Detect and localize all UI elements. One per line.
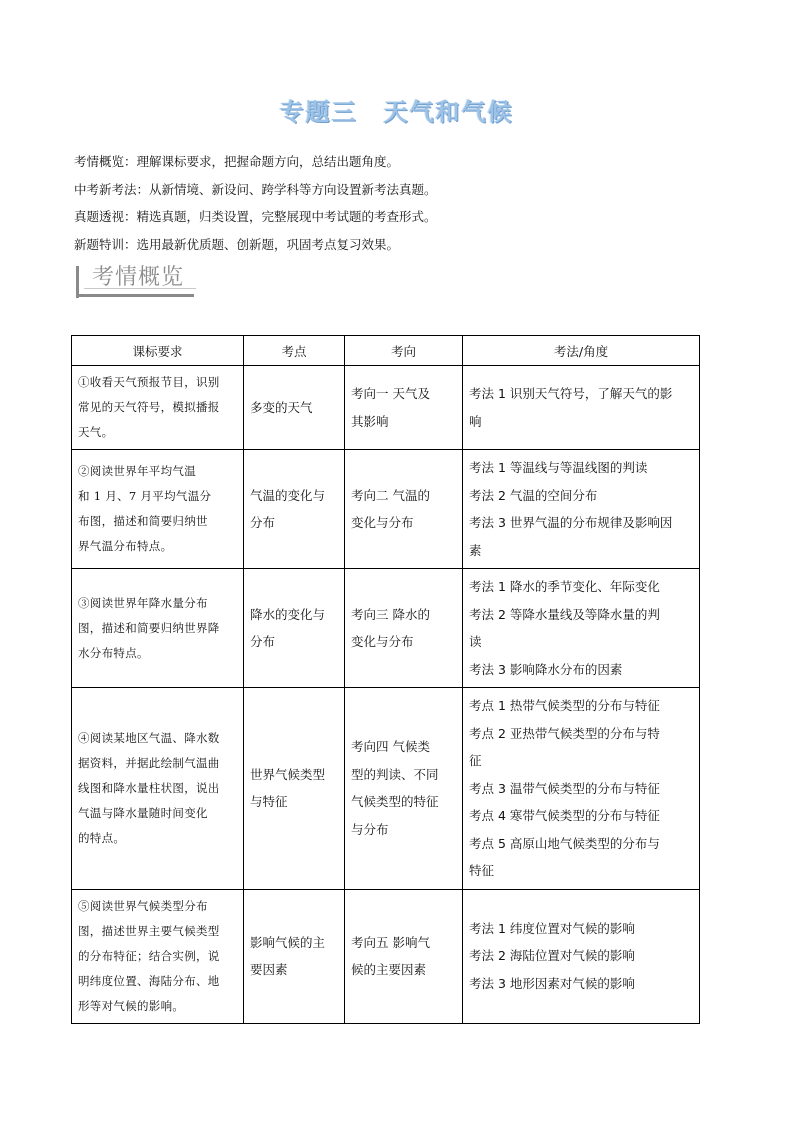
cell-text-line: 形等对气候的影响。 [78, 998, 185, 1013]
cell-text-line: 变化与分布 [351, 634, 414, 649]
cell-text-line: 气温的变化与 [250, 487, 326, 503]
cell-text-line: 分布 [250, 515, 276, 530]
cell-text-line: 图，描述和简要归纳世界降 [78, 620, 220, 635]
cell-text-line: 考法 3 影响降水分布的因素 [469, 661, 623, 677]
exam-method-cell [463, 688, 700, 890]
cell-text-line: ①收看天气预报节目，识别 [78, 375, 220, 389]
column-header: 课标要求 [72, 336, 244, 366]
heading-decoration [76, 294, 194, 297]
cell-text-line: 的特点。 [78, 830, 126, 845]
table-header-row [72, 336, 700, 366]
cell-text-line: 降水的变化与 [250, 606, 326, 622]
cell-text-line: 据资料，并据此绘制气温曲 [78, 755, 220, 770]
table-row [72, 450, 700, 569]
table-row [72, 366, 700, 450]
cell-text-line: 要因素 [250, 962, 288, 977]
section-heading [76, 258, 200, 300]
requirement-cell [72, 366, 244, 450]
column-header: 考点 [244, 336, 345, 366]
cell-text-line: ②阅读世界年平均气温 [78, 464, 196, 478]
cell-text-line: ③阅读世界年降水量分布 [78, 595, 208, 610]
cell-text-line: 考法 2 海陆位置对气候的影响 [469, 948, 635, 964]
exam-method-cell [463, 889, 700, 1023]
intro-line: 新题特训：选用最新优质题、创新题，巩固考点复习效果。 [74, 236, 400, 252]
cell-text-line: 考向三 降水的 [351, 606, 430, 622]
exam-direction-cell [345, 889, 463, 1023]
curriculum-table [71, 335, 700, 1024]
exam-point-cell [244, 688, 345, 890]
cell-text-line: ④阅读某地区气温、降水数 [78, 730, 220, 745]
cell-text-line: 素 [469, 542, 482, 558]
intro-block [74, 148, 437, 258]
cell-text-line: 天气。 [78, 425, 114, 439]
cell-text-line: 考向四 气候类 [351, 739, 430, 755]
cell-text-line: 考向二 气温的 [351, 487, 430, 503]
exam-point-cell [244, 366, 345, 450]
cell-text-line: 特征 [469, 863, 495, 878]
exam-method-cell [463, 450, 700, 569]
requirement-cell [72, 569, 244, 688]
cell-text-line: 世界气候类型 [250, 766, 326, 782]
cell-text-line: 的分布特征；结合实例，说 [78, 948, 220, 963]
cell-text-line: 考法 3 世界气温的分布规律及影响因 [469, 515, 673, 530]
column-header: 考法/角度 [463, 336, 700, 366]
cell-text-line: 读 [469, 634, 482, 649]
cell-text-line: 考法 1 纬度位置对气候的影响 [469, 920, 635, 936]
cell-text-line: 型的判读、不同 [351, 766, 439, 782]
cell-text-line: 考点 3 温带气候类型的分布与特征 [469, 780, 660, 796]
cell-text-line: 水分布特点。 [78, 645, 149, 660]
requirement-cell [72, 688, 244, 890]
cell-text-line: 气候类型的特征 [351, 794, 439, 810]
cell-text-line: 征 [469, 753, 482, 768]
exam-point-cell [244, 450, 345, 569]
exam-point-cell [244, 889, 345, 1023]
cell-text-line: 图，描述世界主要气候类型 [78, 923, 220, 938]
cell-text-line: 响 [469, 413, 482, 429]
cell-text-line: 考法 1 等温线与等温线图的判读 [469, 460, 648, 475]
cell-text-line: 变化与分布 [351, 515, 414, 530]
cell-text-line: 布图，描述和简要归纳世 [78, 514, 208, 528]
table-row [72, 688, 700, 890]
table-row [72, 889, 700, 1023]
cell-text-line: 考法 1 降水的季节变化、年际变化 [469, 579, 660, 594]
exam-method-cell [463, 366, 700, 450]
cell-text-line: 考法 3 地形因素对气候的影响 [469, 975, 635, 991]
cell-text-line: 考法 2 气温的空间分布 [469, 487, 598, 503]
cell-text-line: 候的主要因素 [351, 962, 427, 977]
cell-text-line: 考法 2 等降水量线及等降水量的判 [469, 606, 660, 622]
intro-line: 中考新考法：从新情境、新设问、跨学科等方向设置新考法真题。 [74, 181, 437, 197]
intro-line: 真题透视：精选真题，归类设置，完整展现中考试题的考查形式。 [74, 209, 437, 224]
exam-direction-cell [345, 366, 463, 450]
cell-text-line: 线图和降水量柱状图，说出 [78, 780, 220, 795]
cell-text-line: 考向五 影响气 [351, 934, 430, 950]
column-header: 考向 [345, 336, 463, 366]
exam-point-cell [244, 569, 345, 688]
cell-text-line: 考点 4 寒带气候类型的分布与特征 [469, 808, 660, 823]
requirement-cell [72, 889, 244, 1023]
exam-direction-cell [345, 688, 463, 890]
cell-text-line: 考法 1 识别天气符号，了解天气的影 [469, 386, 673, 401]
cell-text-line: 和 1 月、7 月平均气温分 [78, 489, 212, 503]
table-row [72, 569, 700, 688]
title-topic-name: 天气和气候 [383, 98, 514, 126]
cell-text-line: 与特征 [250, 794, 288, 810]
cell-text-line: 其影响 [351, 413, 389, 429]
cell-text-line: 分布 [250, 634, 276, 649]
cell-text-line: 考向一 天气及 [351, 386, 430, 401]
cell-text-line: 考点 5 高原山地气候类型的分布与 [469, 835, 660, 851]
title-topic-number: 专题三 [279, 98, 358, 126]
cell-text-line: 多变的天气 [250, 399, 313, 415]
cell-text-line: 考点 1 热带气候类型的分布与特征 [469, 698, 660, 713]
intro-line: 考情概览：理解课标要求，把握命题方向，总结出题角度。 [74, 154, 400, 169]
page-title [0, 92, 793, 127]
section-heading-text: 考情概览 [92, 265, 185, 290]
requirement-cell [72, 450, 244, 569]
cell-text-line: 常见的天气符号，模拟播报 [78, 400, 220, 414]
cell-text-line: 界气温分布特点。 [78, 539, 173, 553]
exam-direction-cell [345, 450, 463, 569]
cell-text-line: 与分布 [351, 821, 389, 837]
exam-direction-cell [345, 569, 463, 688]
cell-text-line: 影响气候的主 [250, 934, 326, 950]
cell-text-line: 气温与降水量随时间变化 [78, 805, 208, 820]
cell-text-line: 考点 2 亚热带气候类型的分布与特 [469, 725, 660, 741]
exam-method-cell [463, 569, 700, 688]
cell-text-line: ⑤阅读世界气候类型分布 [78, 898, 208, 913]
cell-text-line: 明纬度位置、海陆分布、地 [78, 973, 220, 988]
